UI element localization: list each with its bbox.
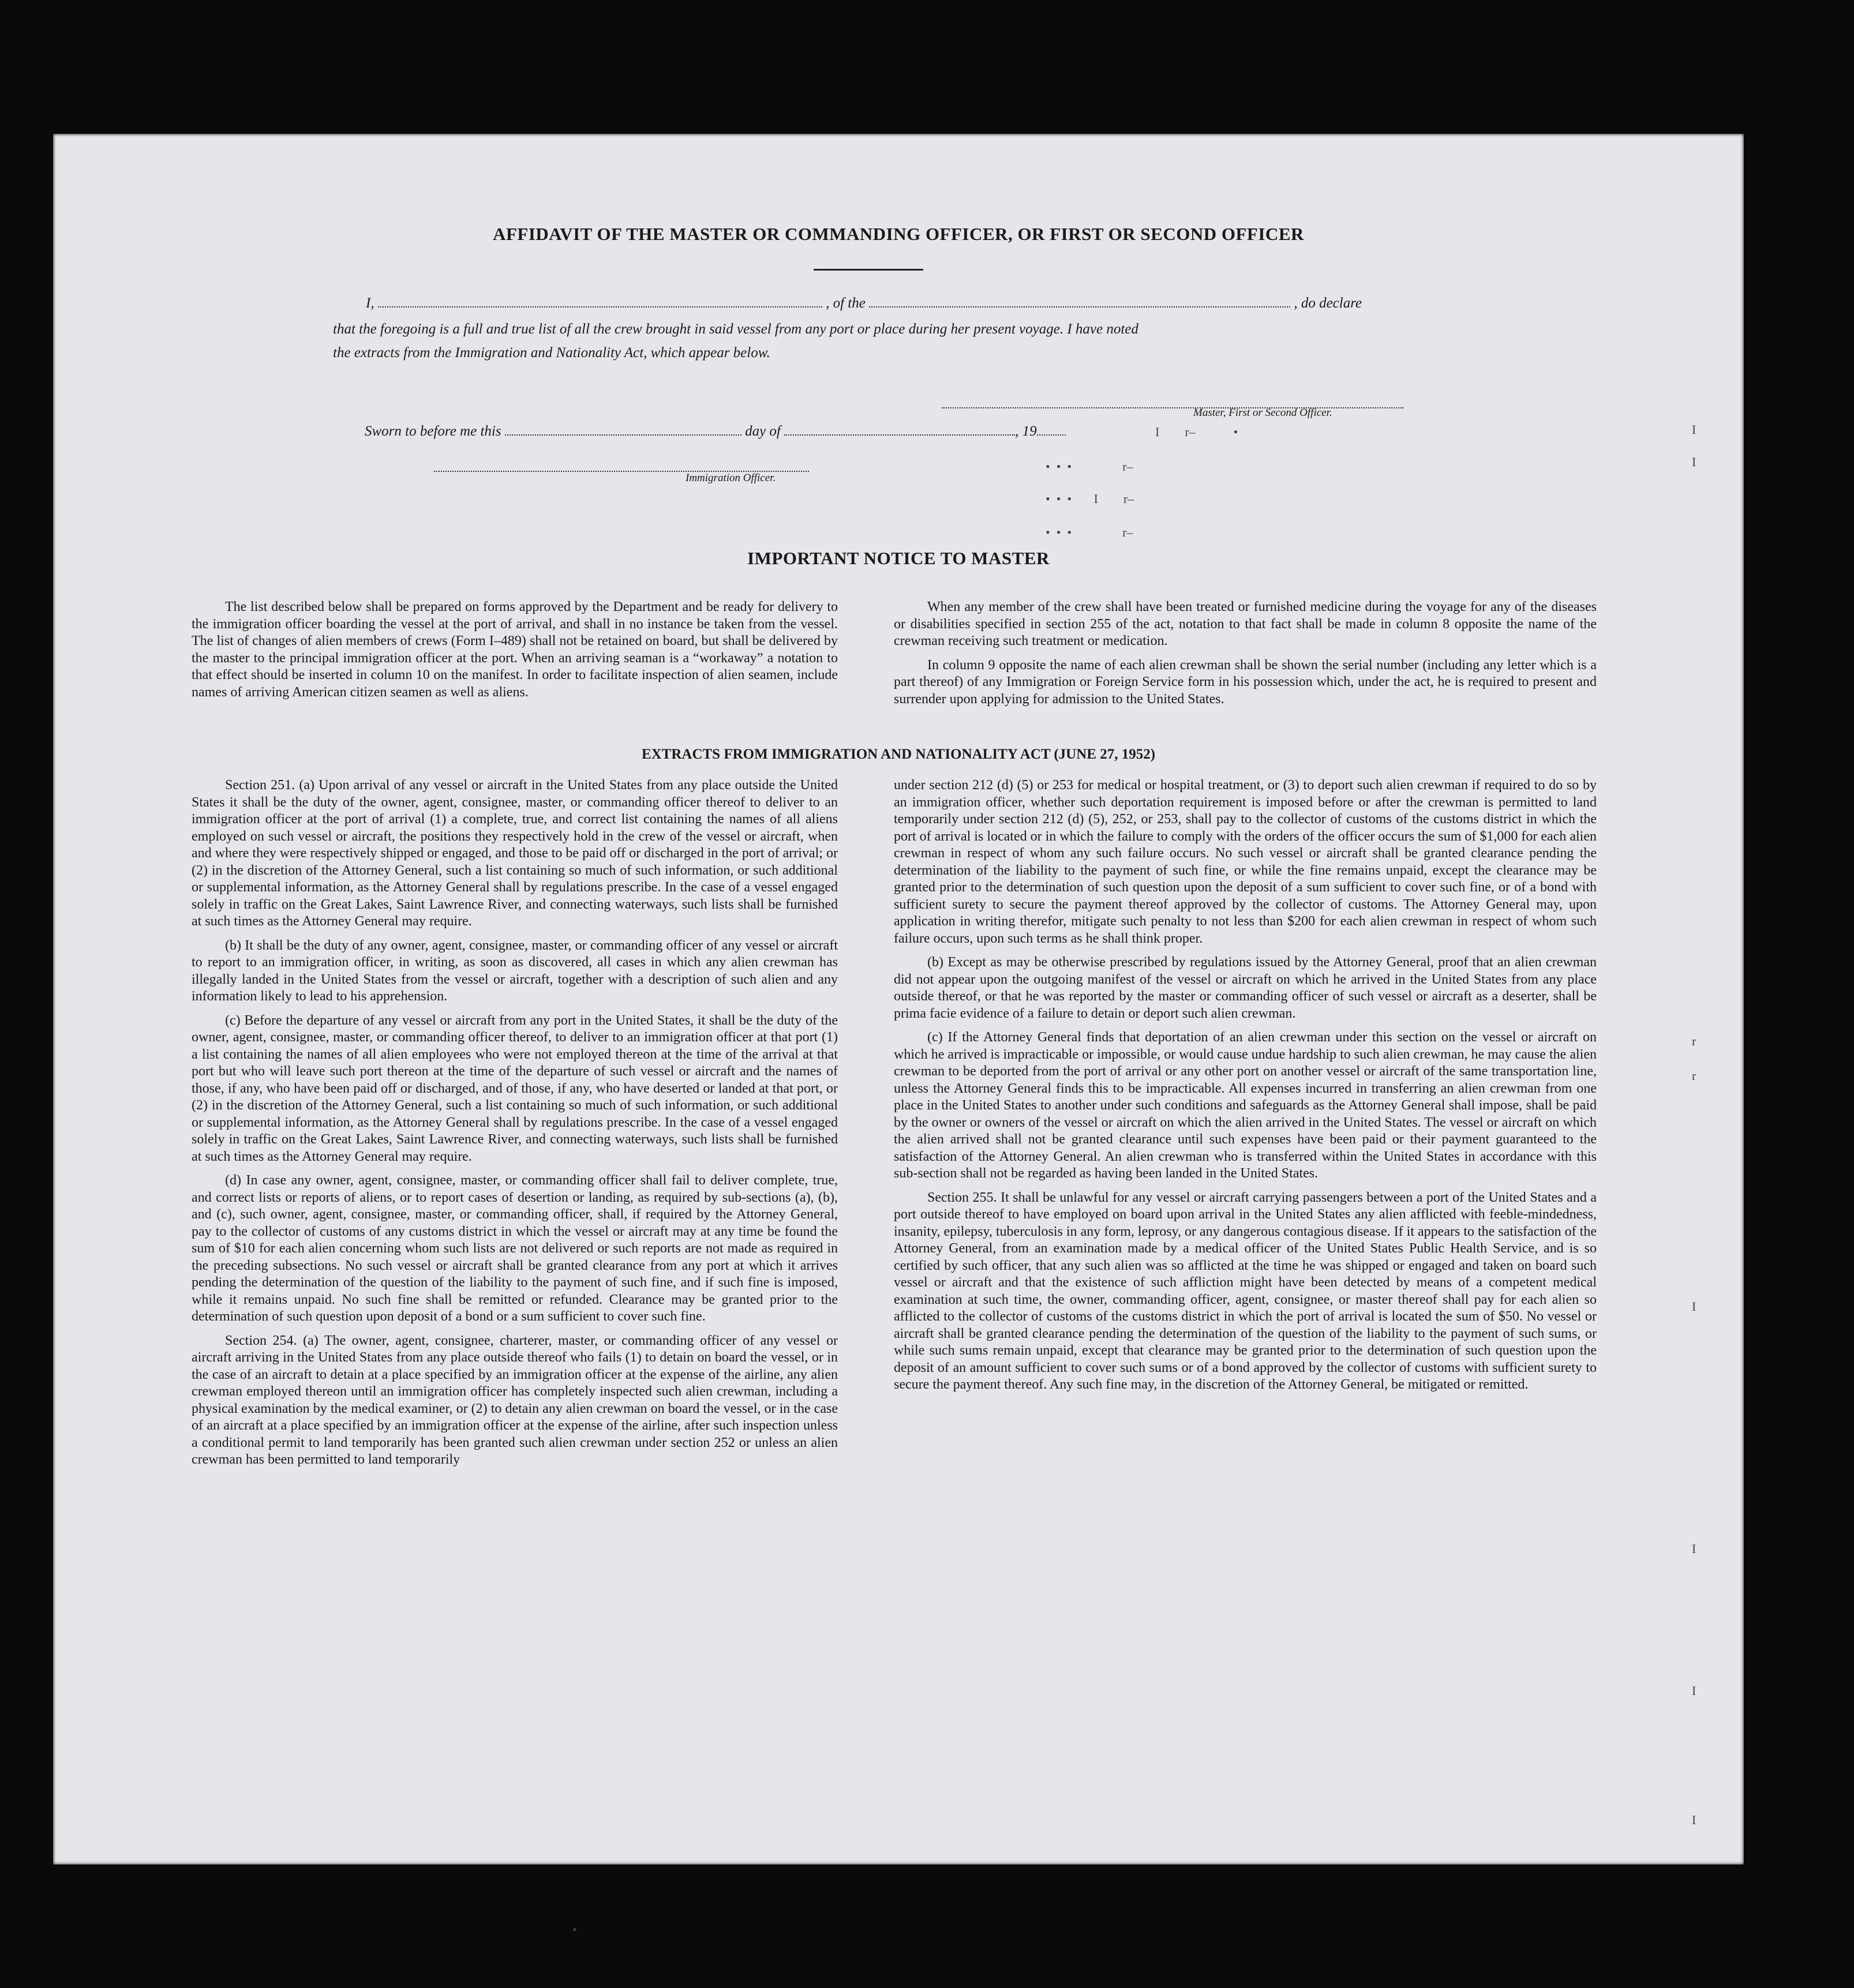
extracts-title: EXTRACTS FROM IMMIGRATION AND NATIONALITY ACT (JUNE 27, 1952) [641, 747, 1156, 762]
name-field[interactable] [378, 296, 822, 307]
extract-paragraph: Section 254. (a) The owner, agent, consignee, charterer, master, or commanding officer of any vessel or aircraft arriving in the United States from any place outside thereof who fails (1) to detain on board the vessel, or in the case of an aircraft to detain at a place specified by an immigration officer at the expense of the airline, any alien crewman employed thereon until an immigration officer has completely inspected such alien crewman, including a physical examination by the medical examiner, or (2) to detain any alien crewman on board the vessel, or in the case of an aircraft at a place specified by an immigration officer at the expense of the airline, after such inspection unless a conditional permit to land temporarily has been granted such alien crewman under section 252 or unless an alien crewman has been permitted to land temporarily [192, 1333, 838, 1467]
officer-signature-field[interactable] [434, 460, 809, 472]
notice-right-column [894, 599, 1597, 715]
margin-mark: r [1692, 1034, 1696, 1048]
extract-paragraph: under section 212 (d) (5) or 253 for medical or hospital treatment, or (3) to deport such alien crewman if required to do so by an immigration officer, whether such deportation requirement is imposed before or after the crewman is permitted to land temporarily under section 212 (d) (5), 252, or 253, shall pay to the collector of customs of the customs district in which the port of arrival is located or in which the failure to comply with the orders of the officer occurs the sum of $1,000 for each alien crewman in respect of whom any such failure occurs. No such vessel or aircraft shall be granted clearance pending the determination of the liability to the payment of such fine, or while the fine remains unpaid, except the clearance may be granted prior to the determination of such question upon the deposit of a sum sufficient to cover such fine, or of a bond with sufficient surety to secure the payment thereof approved by the collector of customs. The Attorney General may, upon application in writing therefor, mitigate such penalty to not less than $200 for each alien crewman in respect of whom such failure occurs, upon such terms as he shall think proper. [894, 778, 1597, 946]
notice-paragraph: When any member of the crew shall have been treated or furnished medicine during the voyage for any of the diseases or disabilities specified in section 255 of the act, notation to that fact shall be made in column 8 opposite the name of the crewman receiving such treatment or medication. [894, 599, 1597, 648]
sworn-label: Sworn to before me this [365, 423, 501, 439]
extract-paragraph: (b) It shall be the duty of any owner, agent, consignee, master, or commanding officer of any vessel or aircraft to report to an immigration officer, in writing, as soon as discovered, all cases in which any alien crewman has illegally landed in the United States from the vessel or aircraft, together with a description of such alien and any information likely to lead to his apprehension. [192, 937, 838, 1004]
extracts-right-column [894, 777, 1597, 1401]
vessel-field[interactable] [869, 296, 1290, 307]
extract-paragraph: (b) Except as may be otherwise prescribed by regulations issued by the Attorney General, proof that an alien crewman did not appear upon the outgoing manifest of the vessel or aircraft on which he arrived in the United States from any place outside thereof, or that he was reported by the master or commanding officer of such vessel or aircraft as a deserter, shall be prima facie evidence of a failure to detain or deport such alien crewman. [894, 955, 1597, 1021]
margin-mark: I [1692, 1541, 1696, 1556]
title-divider [814, 269, 923, 271]
margin-mark: I [1692, 422, 1696, 437]
bleed-mark: • • • r– [1046, 459, 1133, 474]
sworn-year-field[interactable] [1037, 424, 1066, 436]
master-signature-field[interactable] [942, 397, 1403, 408]
notice-left-column [192, 599, 838, 708]
do-declare-label: , do declare [1294, 295, 1362, 311]
notice-paragraph: In column 9 opposite the name of each alien crewman shall be shown the serial number (including any letter which is a part thereof) of any Immigration or Foreign Service form in his possession which, under the act, he is required to present and surrender upon applying for admission to the United States. [894, 657, 1597, 707]
margin-mark: I [1692, 1299, 1696, 1314]
declaration-text-2: the extracts from the Immigration and Nationality Act, which appear below. [333, 345, 770, 361]
extract-paragraph: (d) In case any owner, agent, consignee, master, or commanding officer shall fail to deliver complete, true, and correct lists or reports of aliens, or to report cases of desertion or landing, as required by sub-sections (a), (b), and (c), such owner, agent, consignee, master, or commanding officer, shall, if required by the Attorney General, pay to the collector of customs of any customs district in which the vessel or aircraft may at any time be found the sum of $10 for each alien concerning whom such lists are not delivered or such reports are not made as required in the preceding subsections. No such vessel or aircraft shall be granted clearance from any port at which it arrives pending the determination of the question of the liability to the payment of such fine, and if such fine is imposed, while it remains unpaid. No such fine shall be remitted or refunded. Clearance may be granted prior to the determination of such question upon deposit of a bond or a sum sufficient to cover such fine. [192, 1173, 838, 1324]
day-of-label: day of [745, 423, 781, 439]
declaration-line [366, 295, 1362, 312]
extract-paragraph: (c) Before the departure of any vessel or aircraft from any port in the United States, it shall be the duty of the owner, agent, consignee, master, or commanding officer thereof, to deliver to an immigration officer at that port (1) a list containing the names of all alien employees who were not employed thereon at the time of the arrival at that port but who will leave such port thereon at the time of the departure of such vessel or aircraft and the names of those, if any, who have been paid off or discharged, and of those, if any, who have deserted or landed at that port, or (2) in the discretion of the Attorney General, such a list containing so much of such information, or such additional or supplemental information, as the Attorney General shall by regulations prescribe. In the case of a vessel engaged solely in traffic on the Great Lakes, Saint Lawrence River, and connecting waterways, such lists shall be furnished at such times as the Attorney General may require. [192, 1012, 838, 1164]
bleed-mark: I r– • [1155, 425, 1238, 439]
extract-paragraph: Section 251. (a) Upon arrival of any vessel or aircraft in the United States from any place outside the United States it shall be the duty of the owner, agent, consignee, master, or commanding officer thereof to deliver to an immigration officer at the port of arrival (1) a complete, true, and correct list containing the names of all aliens employed on such vessel or aircraft, the positions they respectively hold in the crew of the vessel or aircraft, when and where they were respectively shipped or engaged, and those to be paid off or discharged in the port of arrival; or (2) in the discretion of the Attorney General, such a list containing so much of such information, or such additional or supplemental information, as the Attorney General shall by regulations prescribe. In the case of a vessel engaged solely in traffic on the Great Lakes, Saint Lawrence River, and connecting waterways, such lists shall be furnished at such times as the Attorney General may require. [192, 778, 838, 929]
extracts-left-column [192, 777, 838, 1476]
bleed-mark: • • • r– [1046, 525, 1133, 539]
officer-caption: Immigration Officer. [686, 472, 776, 484]
margin-mark: I [1692, 455, 1696, 469]
bleed-mark: • • • I r– [1046, 492, 1134, 506]
sworn-line [365, 423, 1066, 440]
margin-mark: I [1692, 1813, 1696, 1827]
notice-title: IMPORTANT NOTICE TO MASTER [747, 548, 1050, 568]
affidavit-title: AFFIDAVIT OF THE MASTER OR COMMANDING OFFICER, OR FIRST OR SECOND OFFICER [493, 224, 1304, 244]
master-caption: Master, First or Second Officer. [1193, 407, 1332, 419]
margin-mark: I [1692, 1683, 1696, 1698]
declaration-text-1: that the foregoing is a full and true list of all the crew brought in said vessel from any port or place during her present voyage. I have noted [333, 321, 1138, 337]
sworn-day-field[interactable] [505, 424, 741, 436]
sworn-month-field[interactable] [784, 424, 1015, 436]
year-label: , 19 [1015, 423, 1037, 439]
extract-paragraph: Section 255. It shall be unlawful for any vessel or aircraft carrying passengers between a port of the United States and a port outside thereof to have employed on board upon arrival in the United States any alien afflicted with feeble-mindedness, insanity, epilepsy, tuberculosis in any form, leprosy, or any dangerous contagious disease. If it appears to the satisfaction of the Attorney General, from an examination made by a medical officer of the United States Public Health Service, and is so certified by such officer, that any such alien was so afflicted at the time he was shipped or engaged and taken on board such vessel or aircraft and that the existence of such affliction might have been detected by means of a competent medical examination at such time, the owner, commanding officer, agent, consignee, or master thereof shall pay for each alien so afflicted to the collector of customs of the customs district in which the port of arrival is located the sum of $50. No vessel or aircraft shall be granted clearance pending the determination of the question of the liability to the payment of such sums, or while such sums remain unpaid, except that clearance may be granted prior to the determination of such question upon the deposit of an amount sufficient to cover such sums or of a bond approved by the collector of customs with sufficient surety to secure the payment thereof. Any such fine may, in the discretion of the Attorney General, be mitigated or remitted. [894, 1190, 1597, 1392]
of-the-label: , of the [826, 295, 866, 311]
bleed-mark: • [572, 1922, 577, 1937]
extract-paragraph: (c) If the Attorney General finds that deportation of an alien crewman under this section on the vessel or aircraft on which he arrived is impracticable or impossible, or would cause undue hardship to such alien crewman, he may cause the alien crewman to be deported from the port of arrival or any other port on another vessel or aircraft of the same transportation line, unless the Attorney General finds this to be impracticable. All expenses incurred in transferring an alien crewman from one place in the United States to another under such conditions and safeguards as the Attorney General shall impose, shall be paid by the owner or owners of the vessel or aircraft on which the alien arrived in the United States. The vessel or aircraft on which the alien arrived shall not be granted clearance until such expenses have been paid or their payment guaranteed to the satisfaction of the Attorney General. An alien crewman who is transferred within the United States in accordance with this sub-section shall not be regarded as having been landed in the United States. [894, 1030, 1597, 1181]
notice-paragraph: The list described below shall be prepared on forms approved by the Department and be ready for delivery to the immigration officer boarding the vessel at the port of arrival, and shall in no instance be taken from the vessel. The list of changes of alien members of crews (Form I–489) shall not be retained on board, but shall be delivered by the master to the principal immigration officer at the port. When an arriving seaman is a “workaway” a notation to that effect should be inserted in column 10 on the manifest. In order to facilitate inspection of alien seamen, include names of arriving American citizen seamen as well as aliens. [192, 599, 838, 700]
margin-mark: r [1692, 1068, 1696, 1083]
document-sheet [53, 134, 1744, 1937]
i-label: I, [366, 295, 374, 311]
